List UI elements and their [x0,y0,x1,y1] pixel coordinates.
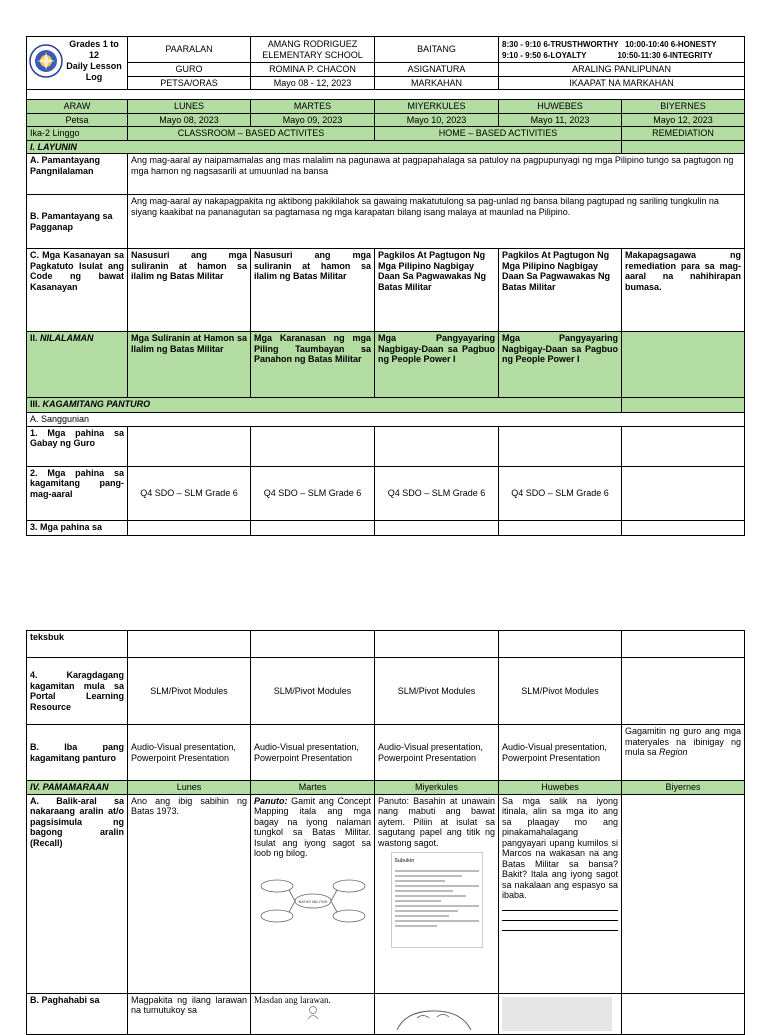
school-label: PAARALAN [128,37,251,63]
teksbuk-tuesday-top [251,520,375,535]
gabay-guro-wednesday [375,426,499,466]
av-monday: Audio-Visual presentation, Powerpoint Presentation [128,725,251,781]
answer-line-3 [502,921,618,931]
slm-thursday: Q4 SDO – SLM Grade 6 [499,466,622,520]
portal-resource-label: 4. Karagdagang kagamitan mula sa Portal Learning Resource [27,658,128,725]
deped-seal-icon [29,44,63,78]
slm-friday [622,466,745,520]
schedule-line-2: 9:10 - 9:50 6-LOYALTY 10:50-11:30 6-INTEGRITY [502,50,713,60]
teksbuk-wednesday-top [375,520,499,535]
masdan-text: Masdan ang larawan. [254,994,331,1005]
slm-monday: Q4 SDO – SLM Grade 6 [128,466,251,520]
dll-page-2 [26,630,745,1035]
pamamaraan-thursday: Huwebes [499,781,622,795]
answer-line-1 [502,901,618,911]
kagamitan-heading [27,398,622,413]
thursday-question: Sa mga salik na iyong itinala, alin sa mga ito ang sa plaagay mo ang pinakamahalagang pangyayari upang kumilos si Marcos na wakasan na ang Batas Militar sa bansa? Bakit? Itala ang iyong sagot sa nakalaan ang espasyo sa ibaba. [502,795,618,900]
kasanayan-thursday: Pagkilos At Pagtugon Ng Mga Pilipino Nagbigay Daan Sa Pagwawakas Ng Batas Militar [499,249,622,332]
remediation-label: REMEDIATION [622,127,745,141]
sketch-figure-icon [303,1005,323,1019]
pivot-monday: SLM/Pivot Modules [128,658,251,725]
fri-materials-region: Region [659,747,688,757]
teacher-label: GURO [128,63,251,77]
teksbuk-friday [622,631,745,658]
layunin-heading: I. LAYUNIN [27,140,622,154]
nilalaman-tuesday: Mga Karanasan ng mga Piling Taumbayan sa Panahon ng Batas Militar [251,332,375,398]
teksbuk-tuesday [251,631,375,658]
nilalaman-friday [622,332,745,398]
dll-page-1 [26,36,745,536]
av-thursday: Audio-Visual presentation, Powerpoint Presentation [499,725,622,781]
header-logo-cell [27,37,128,90]
grade-label: BAITANG [375,37,499,63]
answer-line-2 [502,911,618,921]
nilalaman-title: NILALAMAN [40,333,94,343]
paghahabi-thursday [499,993,622,1035]
kagamitan-number: III. [30,399,43,409]
sanggunian-label: A. Sanggunian [27,413,745,427]
gabay-guro-monday [128,426,251,466]
panuto-wednesday: Panuto: Basahin at unawain nang mabuti ang bawat aytem. Piliin at isulat sa sagutang papel ang titik ng wastong sagot. [378,795,495,848]
layunin-heading-blank [622,140,745,154]
teksbuk-monday-top [128,520,251,535]
day-tuesday: MARTES [251,100,375,114]
teksbuk-friday-top [622,520,745,535]
day-friday: BIYERNES [622,100,745,114]
date-friday: Mayo 12, 2023 [622,113,745,127]
home-activities-label: HOME – BASED ACTIVITIES [375,127,622,141]
schedule-line-1: 8:30 - 9:10 6-TRUSTHWORTHY 10:00-10:40 6-HONESTY [502,39,717,49]
balik-aral-friday [622,794,745,993]
iba-pang-kagamitan-label: B. Iba pang kagamitang panturo [27,725,128,781]
grades-label: Grades 1 to 12 [69,39,119,60]
av-friday [622,725,745,781]
week-label: Ika-2 Linggo [27,127,128,141]
concept-map-center-label: BATAS MILITAR [297,898,328,904]
pamantayang-pangnilalaman-text: Ang mag-aaral ay naipamamalas ang mas malalim na pagunawa at pagpapahalaga sa patuloy na pagpupunyagi ng mga Pilipino tungo sa pagtugon ng mga hamon ng nagsasarili at umuunlad na bansa [128,154,745,195]
quarter-value: IKAAPAT NA MARKAHAN [499,76,745,90]
pamamaraan-heading: IV. PAMAMARAAN [27,781,128,795]
petsa-label: Petsa [27,113,128,127]
kagamitan-title: KAGAMITANG PANTURO [42,399,151,409]
teksbuk-thursday [499,631,622,658]
av-tuesday: Audio-Visual presentation, Powerpoint Presentation [251,725,375,781]
teksbuk-thursday-top [499,520,622,535]
kasanayan-tuesday: Nasusuri ang mga suliranin at hamon sa ilalim ng Batas Militar [251,249,375,332]
classroom-activities-label: CLASSROOM – BASED ACTIVITES [128,127,375,141]
date-label: PETSA/ORAS [128,76,251,90]
balik-aral-thursday [499,794,622,993]
quarter-label: MARKAHAN [375,76,499,90]
sketch-image-icon [375,994,493,1032]
teacher-value: ROMINA P. CHACON [251,63,375,77]
nilalaman-thursday: Mga Pangyayaring Nagbigay-Daan sa Pagbuo ng People Power I [499,332,622,398]
page-break-gap [0,556,768,630]
photo-placeholder [502,997,612,1031]
pamamaraan-tuesday: Martes [251,781,375,795]
paghahabi-wednesday [375,993,499,1035]
kasanayan-friday: Makapagsagawa ng remediation para sa mag-aaral na nahihirapan bumasa. [622,249,745,332]
nilalaman-wednesday: Mga Pangyayaring Nagbigay-Daan sa Pagbuo ng People Power I [375,332,499,398]
paghahabi-tuesday [251,993,375,1035]
paghahabi-friday [622,993,745,1035]
school-value: AMANG RODRIGUEZ ELEMENTARY SCHOOL [251,37,375,63]
pamantayang-pangnilalaman-label: A. Pamantayang Pangnilalaman [27,154,128,195]
schedule-cell [499,37,745,63]
gabay-guro-tuesday [251,426,375,466]
balik-aral-wednesday [375,794,499,993]
slm-tuesday: Q4 SDO – SLM Grade 6 [251,466,375,520]
subject-value: ARALING PANLIPUNAN [499,63,745,77]
day-thursday: HUWEBES [499,100,622,114]
day-monday: LUNES [128,100,251,114]
teksbuk-label-top: 3. Mga pahina sa [27,520,128,535]
day-wednesday: MIYERKULES [375,100,499,114]
nilalaman-monday: Mga Suliranin at Hamon sa Ilalim ng Batas Militar [128,332,251,398]
pamantayang-pagganap-text: Ang mag-aaral ay nakapagpakita ng aktibong pakikilahok sa gawaing makatutulong sa pag-unlad ng bansa bilang pagtupad ng sariling tungkulin na siyang kaakibat na pananagutan sa pagtamasa ng mga karapatan bilang isang malaya at maunlad na Pilipino. [128,195,745,249]
pivot-friday [622,658,745,725]
slm-wednesday: Q4 SDO – SLM Grade 6 [375,466,499,520]
fri-materials-text: Gagamitin ng guro ang mga materyales na ibinigay ng mula sa [625,726,741,757]
concept-map-diagram [257,873,369,929]
date-monday: Mayo 08, 2023 [128,113,251,127]
teksbuk-monday [128,631,251,658]
date-thursday: Mayo 11, 2023 [499,113,622,127]
spacer-row [27,90,745,100]
araw-label: ARAW [27,100,128,114]
pivot-thursday: SLM/Pivot Modules [499,658,622,725]
date-value: Mayo 08 - 12, 2023 [251,76,375,90]
pamamaraan-monday: Lunes [128,781,251,795]
teksbuk-wednesday [375,631,499,658]
date-tuesday: Mayo 09, 2023 [251,113,375,127]
pivot-wednesday: SLM/Pivot Modules [375,658,499,725]
kasanayan-monday: Nasusuri ang mga suliranin at hamon sa ilalim ng Batas Militar [128,249,251,332]
worksheet-thumbnail [391,852,483,948]
teksbuk-label: teksbuk [27,631,128,658]
kasanayan-label: C. Mga Kasanayan sa Pagkatuto Isulat ang Code ng bawat Kasanayan [27,249,128,332]
panuto-text: Gamit ang Concept Mapping itala ang mga bagay na iyong nalaman tungkol sa Batas Militar. Isulat ang iyong sagot sa loob ng bilog. [254,795,371,858]
gabay-guro-label: 1. Mga pahina sa Gabay ng Guro [27,426,128,466]
pamamaraan-friday: Biyernes [622,781,745,795]
nilalaman-number: II. [30,333,41,343]
nilalaman-label [27,332,128,398]
subject-label: ASIGNATURA [375,63,499,77]
balik-aral-label: A. Balik-aral sa nakaraang aralin at/o pagsisimula ng bagong aralin (Recall) [27,794,128,993]
pivot-tuesday: SLM/Pivot Modules [251,658,375,725]
date-wednesday: Mayo 10, 2023 [375,113,499,127]
balik-aral-monday: Ano ang ibig sabihin ng Batas 1973. [128,794,251,993]
gabay-guro-friday [622,426,745,466]
kasanayan-wednesday: Pagkilos At Pagtugon Ng Mga Pilipino Nagbigay Daan Sa Pagwawakas Ng Batas Militar [375,249,499,332]
kagamitang-mag-aaral-label: 2. Mga pahina sa kagamitang pang-mag-aaral [27,466,128,520]
panuto-label: Panuto: [254,795,288,806]
pamamaraan-wednesday: Miyerkules [375,781,499,795]
pamantayang-pagganap-label: B. Pamantayang sa Pagganap [27,195,128,249]
gabay-guro-thursday [499,426,622,466]
kagamitan-heading-blank [622,398,745,413]
av-wednesday: Audio-Visual presentation, Powerpoint Presentation [375,725,499,781]
log-title: Daily Lesson Log [66,61,122,82]
worksheet-title: Subukin [394,858,415,864]
paghahabi-label: B. Paghahabi sa [27,993,128,1035]
balik-aral-tuesday [251,794,375,993]
paghahabi-monday: Magpakita ng ilang larawan na tumutukoy sa [128,993,251,1035]
